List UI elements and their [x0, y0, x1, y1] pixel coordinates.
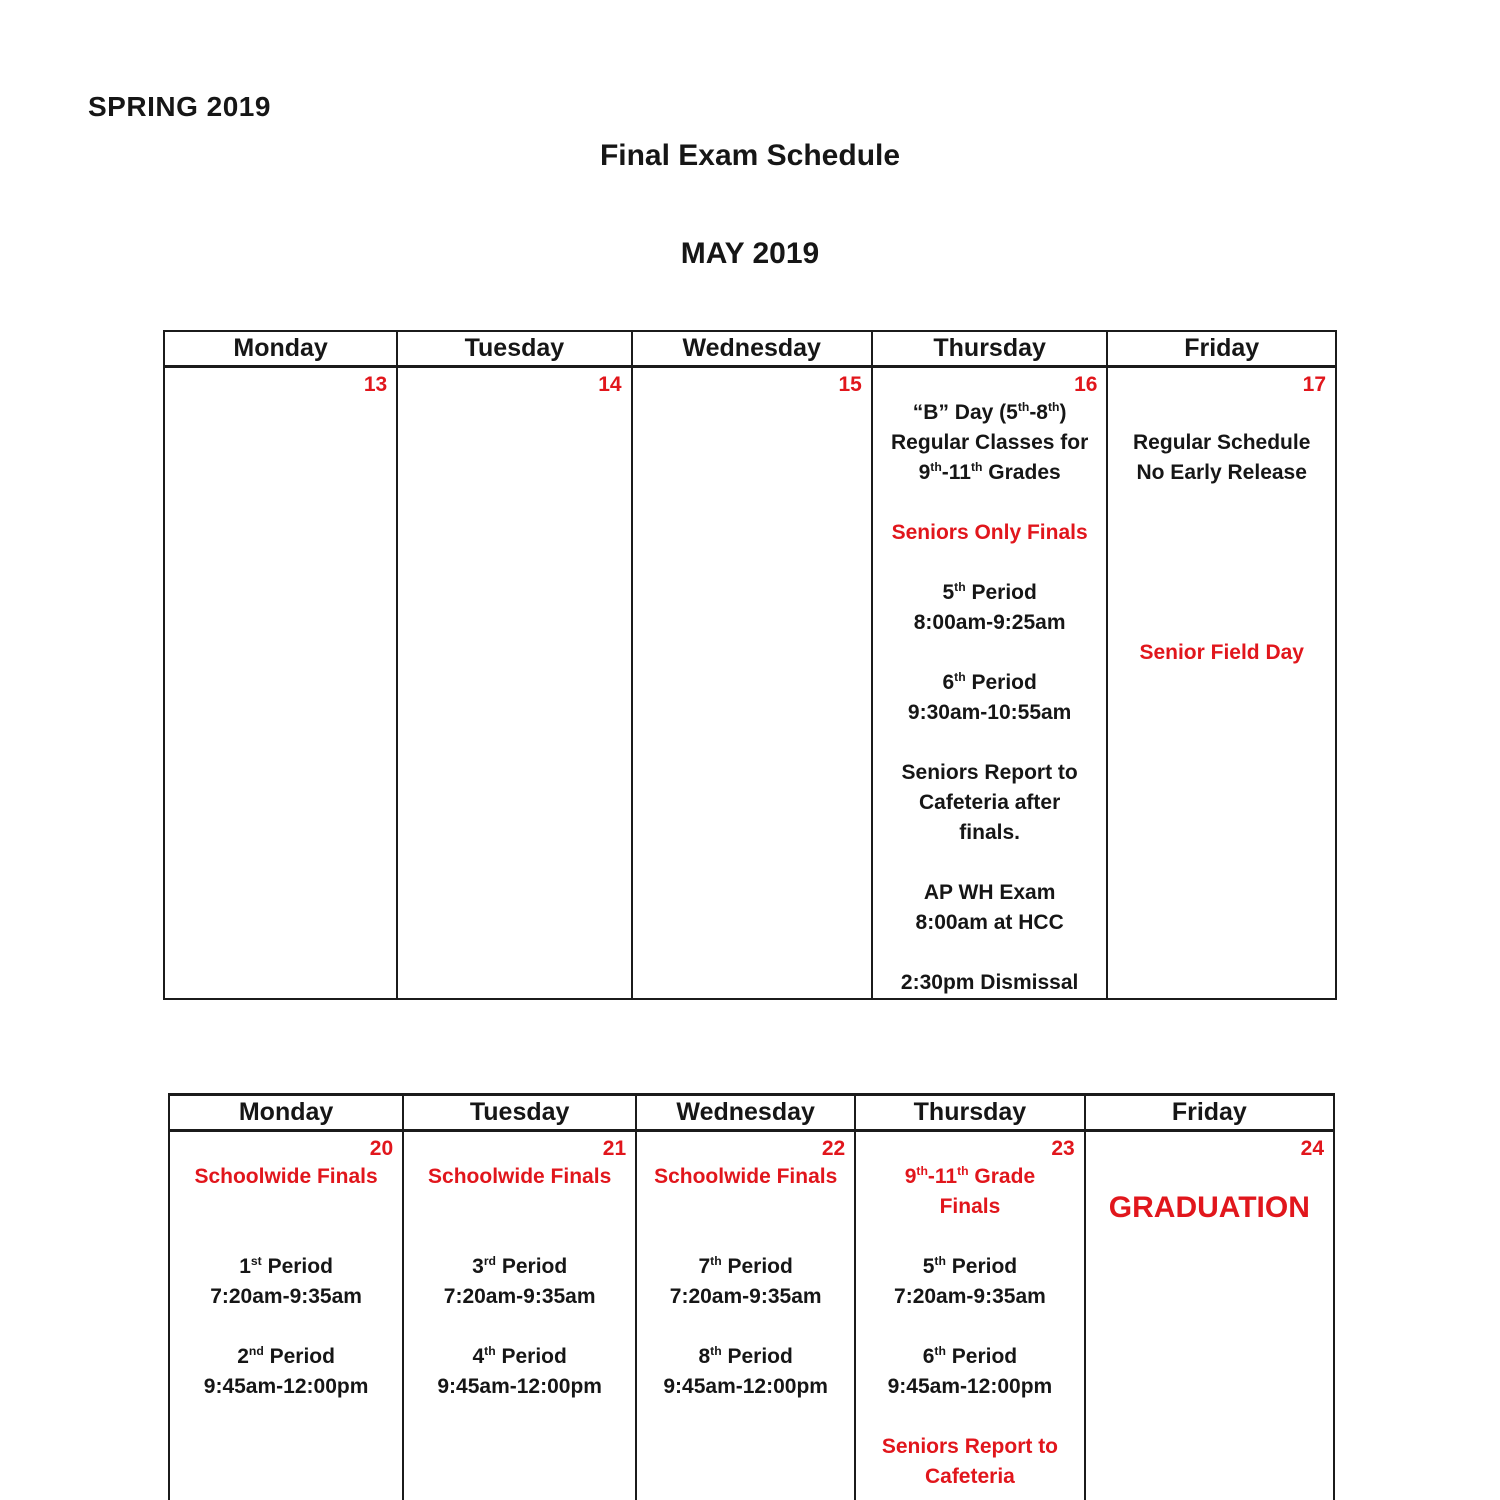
week2-body-row [169, 1131, 1334, 1500]
cell-line: AP WH Exam [923, 881, 1056, 904]
calendar-cell [1085, 1131, 1334, 1500]
document-label: SPRING 2019 [88, 91, 271, 122]
cell-blank-line [873, 488, 1107, 518]
cell-date: 13 [363, 373, 388, 396]
cell-line: 2nd Period [237, 1344, 335, 1368]
cell-line: 9th-11th Grade [904, 1164, 1036, 1188]
calendar-cell [169, 1131, 403, 1500]
cell-line: 2:30pm Dismissal [900, 971, 1079, 994]
cell-date: 22 [821, 1137, 846, 1160]
cell-blank-line [873, 728, 1107, 758]
cell-date: 23 [1051, 1137, 1075, 1160]
document-title: Final Exam Schedule [599, 139, 901, 172]
cell-blank-line [1108, 488, 1335, 518]
day-header: Friday [1085, 1095, 1334, 1131]
day-header: Monday [169, 1095, 403, 1131]
cell-line: Seniors Report to [881, 1435, 1059, 1458]
cell-date: 16 [1074, 373, 1098, 396]
calendar-cell [1107, 367, 1336, 1000]
cell-line: 4th Period [472, 1344, 567, 1368]
cell-blank-line [873, 548, 1107, 578]
calendar-cell [636, 1131, 855, 1500]
day-header: Tuesday [403, 1095, 636, 1131]
week2-calendar [168, 1093, 1335, 1500]
day-header: Wednesday [632, 331, 872, 367]
day-header: Tuesday [397, 331, 631, 367]
cell-line: 8:00am at HCC [915, 911, 1064, 934]
cell-line: 5th Period [922, 1254, 1018, 1278]
cell-line: 7th Period [698, 1254, 793, 1278]
cell-date: 21 [602, 1137, 627, 1160]
cell-line: Schoolwide Finals [654, 1165, 838, 1188]
cell-blank-line [404, 1192, 635, 1222]
cell-line: 9:45am-12:00pm [437, 1375, 602, 1398]
cell-line: 7:20am-9:35am [669, 1285, 822, 1308]
cell-line: 9:45am-12:00pm [887, 1375, 1053, 1398]
cell-blank-line [170, 1222, 402, 1252]
cell-line: finals. [959, 821, 1020, 844]
week1-calendar [163, 330, 1337, 1000]
week1-body-row [164, 367, 1336, 1000]
day-header: Wednesday [636, 1095, 855, 1131]
cell-date: 20 [369, 1137, 394, 1160]
calendar-cell [164, 367, 397, 1000]
calendar-cell [397, 367, 631, 1000]
cell-line: Cafeteria [924, 1465, 1015, 1488]
cell-line: 3rd Period [472, 1254, 568, 1278]
cell-blank-line [1108, 548, 1335, 578]
cell-blank-line [170, 1312, 402, 1342]
cell-date: 14 [598, 373, 622, 396]
cell-blank-line [1086, 1162, 1333, 1192]
cell-blank-line [637, 1222, 854, 1252]
cell-line: 7:20am-9:35am [894, 1285, 1046, 1308]
cell-blank-line [404, 1312, 635, 1342]
cell-line: 5th Period [942, 580, 1037, 604]
cell-line: 8:00am-9:25am [913, 611, 1066, 634]
calendar-cell [855, 1131, 1085, 1500]
cell-line: “B” Day (5th-8th) [912, 400, 1067, 424]
week2-header-row [169, 1095, 1334, 1131]
cell-blank-line [1108, 398, 1335, 428]
cell-date: 17 [1302, 373, 1326, 396]
cell-blank-line [873, 848, 1107, 878]
cell-blank-line [1108, 578, 1335, 608]
cell-line: Seniors Report to [901, 761, 1078, 784]
day-header: Friday [1107, 331, 1336, 367]
calendar-cell [403, 1131, 636, 1500]
day-header: Monday [164, 331, 397, 367]
cell-blank-line [1108, 608, 1335, 638]
cell-line: 9th-11th Grades [918, 460, 1061, 484]
cell-line: 7:20am-9:35am [210, 1285, 362, 1308]
cell-line: Seniors Only Finals [891, 521, 1088, 544]
cell-line: Senior Field Day [1139, 641, 1304, 664]
cell-line: 9:45am-12:00pm [663, 1375, 828, 1398]
cell-blank-line [873, 938, 1107, 968]
cell-line: Schoolwide Finals [194, 1165, 378, 1188]
cell-blank-line [856, 1312, 1084, 1342]
cell-date: 24 [1300, 1137, 1324, 1160]
cell-date: 15 [838, 373, 862, 396]
cell-line: 6th Period [942, 670, 1037, 694]
cell-blank-line [856, 1402, 1084, 1432]
calendar-cell [872, 367, 1108, 1000]
cell-line: Cafeteria after [919, 791, 1061, 814]
week1-header-row [164, 331, 1336, 367]
cell-blank-line [404, 1222, 635, 1252]
cell-line: Regular Schedule [1133, 431, 1311, 454]
cell-line: 9:45am-12:00pm [203, 1375, 369, 1398]
cell-line: GRADUATION [1108, 1191, 1310, 1224]
month-title: MAY 2019 [680, 237, 820, 270]
cell-line: Schoolwide Finals [428, 1165, 612, 1188]
cell-line: 8th Period [698, 1344, 793, 1368]
cell-blank-line [170, 1192, 402, 1222]
cell-blank-line [873, 638, 1107, 668]
cell-line: 9:30am-10:55am [907, 701, 1072, 724]
day-header: Thursday [855, 1095, 1085, 1131]
cell-blank-line [637, 1312, 854, 1342]
cell-line: Regular Classes for [891, 431, 1089, 454]
cell-line: 7:20am-9:35am [443, 1285, 596, 1308]
cell-line: 6th Period [922, 1344, 1018, 1368]
calendar-cell [632, 367, 872, 1000]
cell-line: Finals [939, 1195, 1001, 1218]
cell-blank-line [637, 1192, 854, 1222]
day-header: Thursday [872, 331, 1108, 367]
cell-line: No Early Release [1136, 461, 1307, 484]
cell-blank-line [1108, 518, 1335, 548]
cell-line: 1st Period [239, 1254, 333, 1278]
cell-blank-line [856, 1222, 1084, 1252]
